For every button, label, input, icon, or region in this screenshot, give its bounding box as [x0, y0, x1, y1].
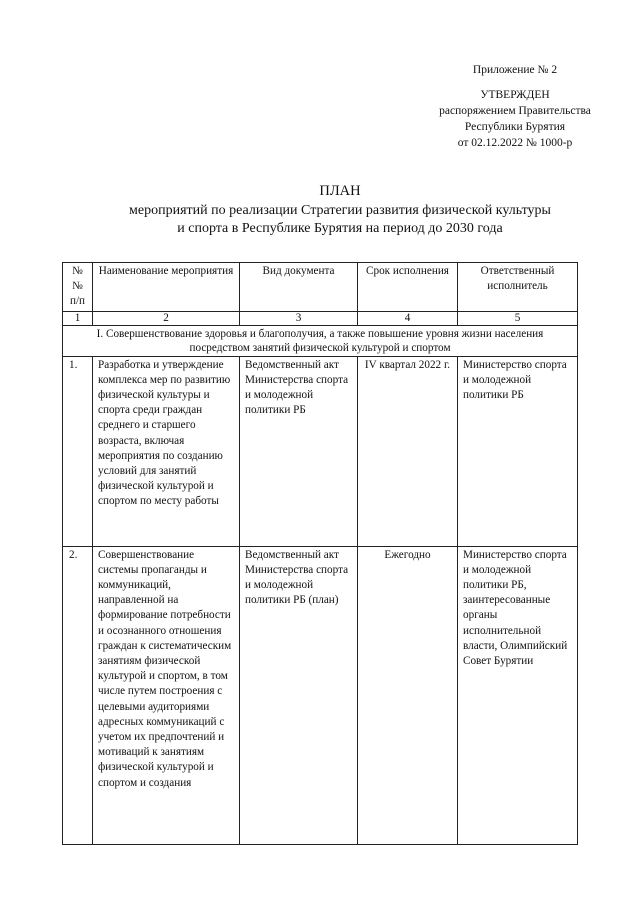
- index-cell: 2: [93, 311, 240, 325]
- index-cell: 1: [63, 311, 93, 325]
- header-number: №№ п/п: [63, 263, 93, 312]
- approval-date-number: от 02.12.2022 № 1000-р: [457, 137, 573, 149]
- document-title: [60, 182, 620, 238]
- header-name: Наименование мероприятия: [93, 263, 240, 312]
- row-executor: Министерство спорта и молодежной политики РБ: [458, 356, 578, 546]
- row-doc-type: Ведомственный акт Министерства спорта и молодежной политики РБ: [240, 356, 358, 546]
- appendix-label: Приложение № 2: [472, 64, 558, 76]
- table-row: [63, 356, 578, 546]
- approved-label: УТВЕРЖДЕН: [480, 89, 550, 101]
- header-deadline: Срок исполнения: [358, 263, 458, 312]
- plan-table: [62, 262, 578, 845]
- row-deadline: IV квартал 2022 г.: [358, 356, 458, 546]
- row-number: 2.: [63, 546, 93, 844]
- row-name: Совершенствование системы пропаганды и коммуникаций, направленной на формирование потребности и осознанного отношения граждан к систематическим занятиям физической культурой и спортом, в том числе путем построения с целевыми аудиториями адресных коммуникаций с учетом их предпочтений и мотиваций к занятиям физической культурой и спортом и создания: [93, 546, 240, 844]
- index-cell: 3: [240, 311, 358, 325]
- index-cell: 4: [358, 311, 458, 325]
- row-number: 1.: [63, 356, 93, 546]
- header-doc-type: Вид документа: [240, 263, 358, 312]
- row-deadline: Ежегодно: [358, 546, 458, 844]
- table-header-row: [63, 263, 578, 312]
- title-line2: и спорта в Республике Бурятия на период до 2030 года: [177, 221, 503, 236]
- table-row: [63, 546, 578, 844]
- section-row: [63, 325, 578, 356]
- title-line1: мероприятий по реализации Стратегии развития физической культуры: [129, 203, 551, 218]
- approved-by-line2: Республики Бурятия: [464, 121, 566, 133]
- approval-block: [410, 62, 620, 151]
- title-heading: ПЛАН: [319, 183, 361, 199]
- row-doc-type: Ведомственный акт Министерства спорта и молодежной политики РБ (план): [240, 546, 358, 844]
- row-executor: Министерство спорта и молодежной политики РБ, заинтересованные органы исполнительной власти, Олимпийский Совет Бурятии: [458, 546, 578, 844]
- section-heading: I. Совершенствование здоровья и благополучия, а также повышение уровня жизни населения посредством занятий физической культурой и спортом: [63, 325, 578, 356]
- index-cell: 5: [458, 311, 578, 325]
- table-index-row: [63, 311, 578, 325]
- row-name: Разработка и утверждение комплекса мер по развитию физической культуры и спорта среди граждан среднего и старшего возраста, включая мероприятия по созданию условий для занятий физической культурой и спортом по месту работы: [93, 356, 240, 546]
- approved-by-line1: распоряжением Правительства: [439, 105, 591, 117]
- header-executor: Ответственный исполнитель: [458, 263, 578, 312]
